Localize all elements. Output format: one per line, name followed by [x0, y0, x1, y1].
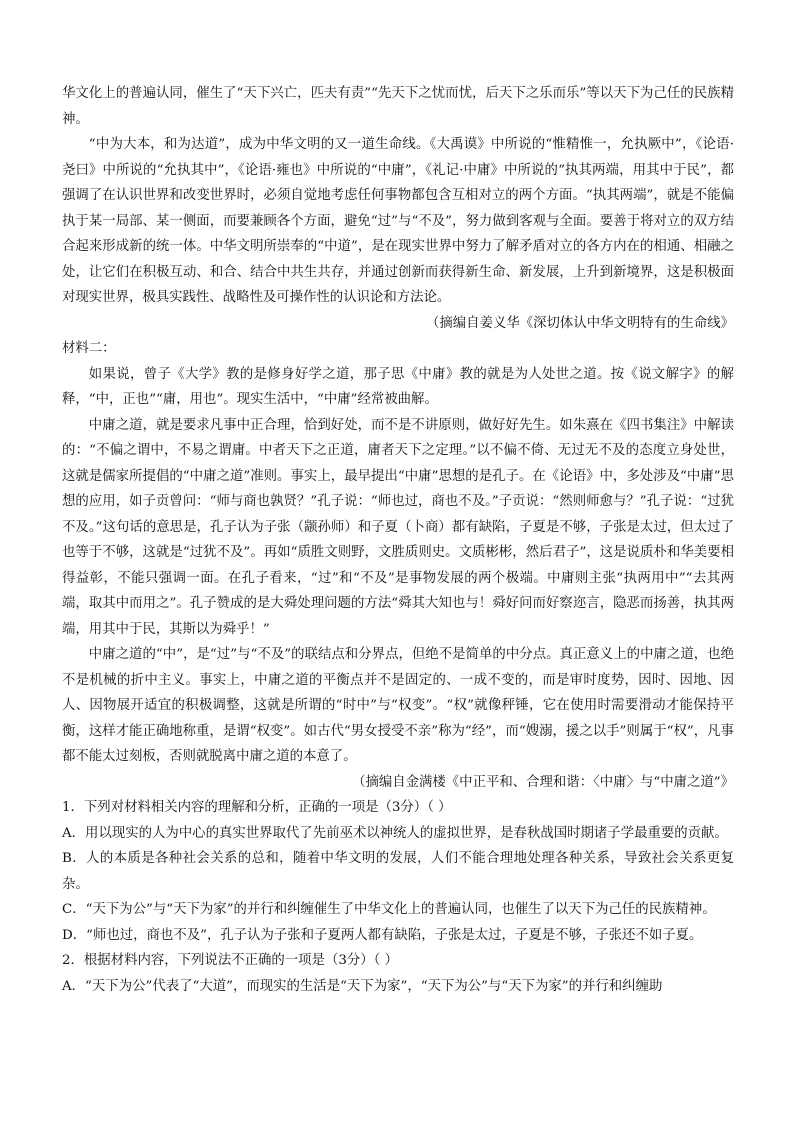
- question-1-option-a: A．用以现实的人为中心的真实世界取代了先前巫术以神统人的虚拟世界，是春秋战国时期诸子学最重要的贡献。: [62, 825, 728, 841]
- question-2-stem: 2．根据材料内容，下列说法不正确的一项是（3分）（ ）: [62, 953, 398, 968]
- material2-paragraph-3: 中庸之道的“中”，是“过”与“不及”的联结点和分界点，但绝不是简单的中分点。真正意义上的中庸之道，也绝不是机械的折中主义。事实上，中庸之道的平衡点并不是固定的、一成不变的，而是审时度势，因时、因地、因人、因物展开适宜的积极调整，这就是所谓的“时中”与“权变”。“权”就像秤锤，它在使用时需要滑动才能保持平衡，这样才能正确地称重，是谓“权变”。如古代“男女授受不亲”称为“经”，而“嫂溺，援之以手”则属于“权”，凡事都不能太过刻板，否则就脱离中庸之道的本意了。: [62, 647, 734, 764]
- material1-source: （摘编自姜义华《深切体认中华文明特有的生命线》: [426, 315, 734, 331]
- question-1-option-c: C．“天下为公”与“天下为家”的并行和纠缠催生了中华文化上的普遍认同，也催生了以天下为己任的民族精神。: [62, 902, 716, 917]
- material2-paragraph-1: 如果说，曾子《大学》教的是修身好学之道，那子思《中庸》教的就是为人处世之道。按《说文解字》的解释，“中，正也”“庸，用也”。现实生活中，“中庸”经常被曲解。: [62, 366, 734, 407]
- question-1-stem: 1．下列对材料相关内容的理解和分析，正确的一项是（3分）（ ）: [62, 800, 452, 815]
- document-page: [62, 81, 734, 999]
- material1-paragraph-zhongdao: “中为大本，和为达道”，成为中华文明的又一道生命线。《大禹谟》中所说的“惟精惟一，允执厥中”，《论语·尧曰》中所说的“允执其中”，《论语·雍也》中所说的“中庸”，《礼记·中庸》中所说的“执其两端，用其中于民”，都强调了在认识世界和改变世界时，必须自觉地考虑任何事物都包含互相对立的两个方面。“执其两端”，就是不能偏执于某一局部、某一侧面，而要兼顾各个方面，避免“过”与“不及”，努力做到客观与全面。要善于将对立的双方结合起来形成新的统一体。中华文明所崇奉的“中道”，是在现实世界中努力了解矛盾对立的各方内在的相通、相融之处，让它们在积极互动、和合、结合中共生共存，并通过创新而获得新生命、新发展，上升到新境界，这是积极面对现实世界，极具实践性、战略性及可操作性的认识论和方法论。: [62, 137, 734, 305]
- question-2-option-a: A．“天下为公”代表了“大道”，而现实的生活是“天下为家”，“天下为公”与“天下为家”的并行和纠缠助: [62, 978, 663, 994]
- material2-paragraph-2: 中庸之道，就是要求凡事中正合理，恰到好处，而不是不讲原则，做好好先生。如朱熹在《四书集注》中解读的：“不偏之谓中，不易之谓庸。中者天下之正道，庸者天下之定理。”以不偏不倚、无过无不及的态度立身处世，这就是儒家所提倡的“中庸之道”准则。事实上，最早提出“中庸”思想的是孔子。在《论语》中，多处涉及“中庸”思想的应用，如子贡曾问：“师与商也孰贤？”孔子说：“师也过，商也不及。”子贡说：“然则师愈与？”孔子说：“过犹不及。”这句话的意思是，孔子认为子张（颛孙师）和子夏（卜商）都有缺陷，子夏是不够，子张是太过，但太过了也等于不够，这就是“过犹不及”。再如“质胜文则野，文胜质则史。文质彬彬，然后君子”，这是说质朴和华美要相得益彰，不能只强调一面。在孔子看来，“过”和“不及”是事物发展的两个极端。中庸则主张“执两用中”“去其两端，取其中而用之”。孔子赞成的是大舜处理问题的方法“舜其大知也与！舜好问而好察迩言，隐恶而扬善，执其两端，用其中于民，其斯以为舜乎！”: [62, 417, 734, 637]
- material2-label: 材料二：: [62, 341, 116, 356]
- material1-paragraph-end: 华文化上的普遍认同，催生了“天下兴亡，匹夫有责”“先天下之忧而忧，后天下之乐而乐”等以天下为己任的民族精神。: [62, 86, 734, 127]
- material2-source: （摘编自金满楼《中正平和、合理和谐：〈中庸〉与“中庸之道”》: [352, 774, 734, 790]
- question-1-option-b: B．人的本质是各种社会关系的总和，随着中华文明的发展，人们不能合理地处理各种关系，导致社会关系更复杂。: [62, 851, 734, 892]
- question-1-option-d: D．“师也过，商也不及”，孔子认为子张和子夏两人都有缺陷，子张是太过，子夏是不够，子张还不如子夏。: [62, 927, 703, 943]
